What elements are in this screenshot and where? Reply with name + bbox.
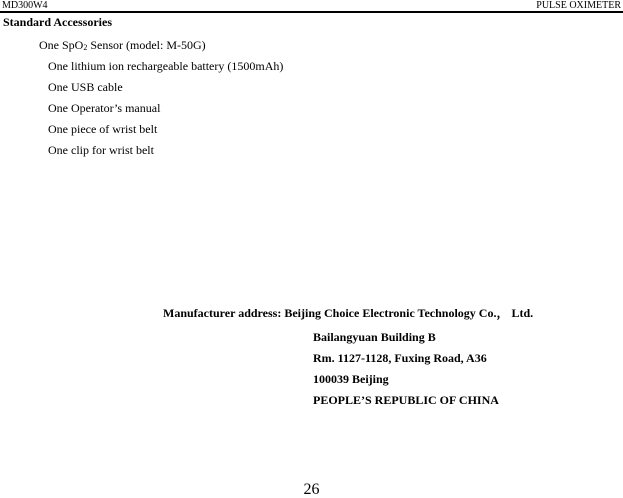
- header-doc-id: MD300W4: [2, 0, 48, 11]
- accessory-item: One piece of wrist belt: [48, 122, 158, 136]
- accessory-sensor-subscript: 2: [83, 43, 88, 52]
- manufacturer-address: [163, 306, 533, 320]
- header-rule: [0, 11, 623, 13]
- accessory-item: One USB cable: [48, 80, 123, 94]
- address-line: 100039 Beijing: [313, 372, 389, 386]
- header-doc-title: PULSE OXIMETER: [536, 0, 621, 11]
- section-title: Standard Accessories: [3, 15, 112, 29]
- address-line: Rm. 1127-1128, Fuxing Road, A36: [313, 351, 487, 365]
- manufacturer-label: Manufacturer address:: [163, 306, 282, 320]
- accessory-item: One clip for wrist belt: [48, 143, 154, 157]
- page-number: 26: [303, 481, 320, 498]
- accessory-sensor-prefix: One SpO: [39, 38, 84, 52]
- accessory-sensor: [39, 38, 206, 55]
- manufacturer-company: Beijing Choice Electronic Technology Co.， Ltd.: [284, 306, 534, 320]
- accessory-item: One Operator’s manual: [48, 101, 161, 115]
- address-line: Bailangyuan Building B: [313, 330, 436, 344]
- accessory-item: One lithium ion rechargeable battery (1500mAh): [48, 59, 284, 73]
- accessory-sensor-suffix: Sensor (model: M-50G): [87, 38, 206, 52]
- address-line: PEOPLE’S REPUBLIC OF CHINA: [313, 393, 499, 407]
